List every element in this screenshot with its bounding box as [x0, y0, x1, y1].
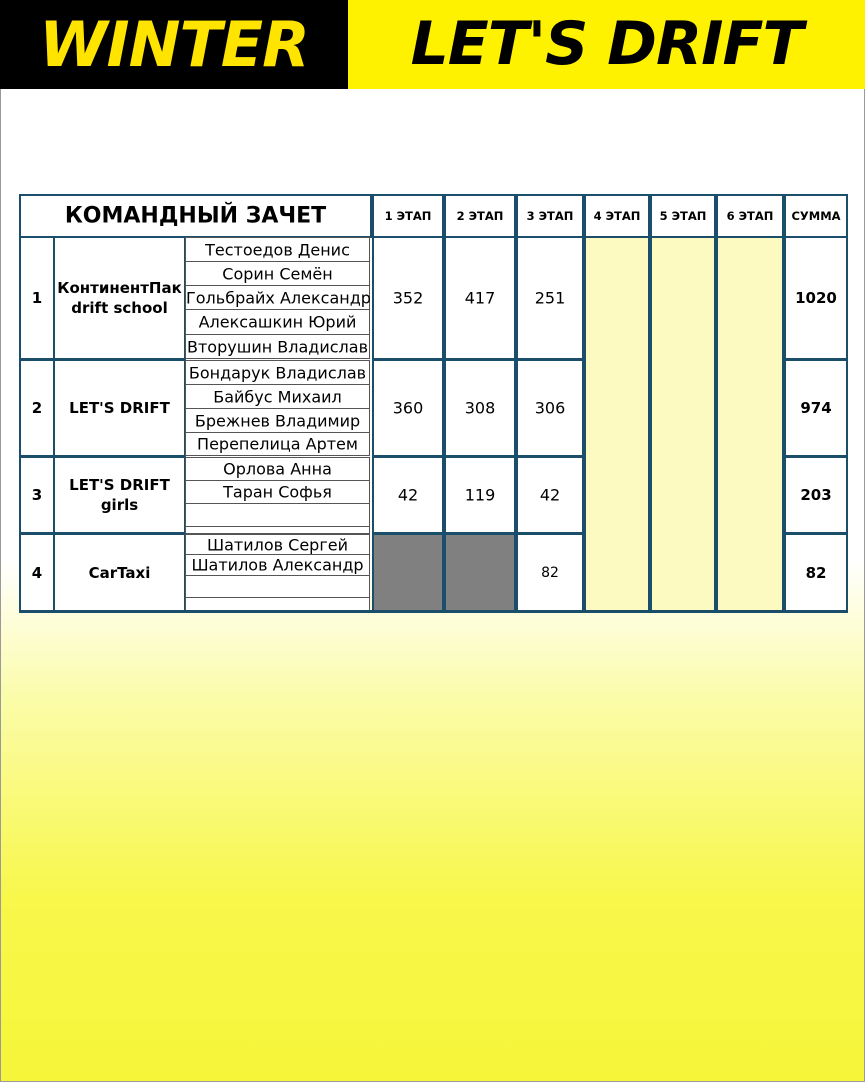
team-1-driver-1-name: Тестоедов Денис	[205, 240, 350, 259]
team-3-stage-1	[372, 456, 444, 534]
team-1-stage-1-score: 352	[392, 288, 424, 308]
header-stage-1-label: 1 ЭТАП	[384, 209, 432, 223]
team-2-name-line-1: LET'S DRIFT	[69, 399, 170, 417]
team-2-driver-1	[185, 360, 370, 385]
team-3-stage-2-score: 119	[464, 485, 496, 505]
team-3-name-cell	[53, 456, 186, 534]
team-3-driver-2-name: Таран Софья	[223, 482, 332, 502]
team-1-driver-3-name: Гольбрайх Александр	[186, 288, 371, 307]
team-3-driver-1	[185, 457, 370, 481]
header-stage-2	[444, 194, 516, 238]
team-4-name-line-1: CarTaxi	[88, 563, 151, 582]
team-2-driver-4	[185, 432, 370, 456]
team-1-driver-4	[185, 309, 370, 335]
table-title: КОМАНДНЫЙ ЗАЧЕТ	[64, 203, 327, 229]
team-2-total: 974	[800, 399, 832, 417]
header-stage-4	[584, 194, 650, 238]
team-2-driver-2	[185, 384, 370, 409]
team-3-name	[55, 475, 184, 515]
team-1-name-line-2: drift school	[71, 299, 168, 317]
team-3-stage-3	[516, 456, 584, 534]
header-sum-label: СУММА	[791, 209, 841, 223]
header-stage-3	[516, 194, 584, 238]
team-3-driver-4	[185, 526, 370, 534]
team-1-total-cell	[784, 236, 848, 360]
banner-winter-text: WINTER	[0, 0, 348, 89]
stage-4-column	[584, 236, 650, 612]
team-1-stage-2	[444, 236, 516, 360]
team-3-total-cell	[784, 456, 848, 534]
team-2-stage-1-score: 360	[392, 398, 424, 418]
team-1-total: 1020	[795, 289, 837, 307]
team-2-driver-4-name: Перепелица Артем	[197, 434, 358, 454]
team-1-driver-2-name: Сорин Семён	[222, 264, 333, 283]
team-1-name	[55, 278, 184, 318]
team-4-name-cell	[53, 533, 186, 612]
team-4-driver-2-name: Шатилов Александр	[191, 555, 364, 575]
team-4-driver-1	[185, 534, 370, 555]
team-1-driver-4-name: Алексашкин Юрий	[198, 312, 357, 332]
team-4-stage-1-not-participated	[372, 533, 444, 612]
team-1-stage-3	[516, 236, 584, 360]
team-4-stage-3-score: 82	[541, 564, 559, 581]
team-2-rank: 2	[31, 399, 43, 417]
team-4-total: 82	[805, 563, 827, 582]
team-4-rank: 4	[31, 563, 43, 582]
team-4-driver-4	[185, 597, 370, 611]
team-1-stage-3-score: 251	[534, 288, 566, 308]
team-3-name-line-1: LET'S DRIFT	[69, 476, 170, 494]
stage-6-column	[716, 236, 784, 612]
team-3-total: 203	[800, 486, 832, 504]
team-1-rank-cell	[19, 236, 55, 360]
team-1-driver-1	[185, 237, 370, 262]
team-3-name-line-2: girls	[100, 496, 139, 514]
team-1-driver-3	[185, 285, 370, 310]
team-3-stage-1-score: 42	[397, 485, 419, 505]
team-2-stage-3	[516, 359, 584, 457]
team-4-driver-2	[185, 554, 370, 576]
team-1-rank: 1	[31, 289, 43, 307]
team-3-driver-3	[185, 503, 370, 527]
team-1-driver-2	[185, 261, 370, 286]
header-stage-5-label: 5 ЭТАП	[659, 209, 707, 223]
team-1-stage-1	[372, 236, 444, 360]
team-1-driver-5	[185, 334, 370, 359]
header-stage-1	[372, 194, 444, 238]
stage-5-column	[650, 236, 716, 612]
header-stage-6	[716, 194, 784, 238]
header-stage-5	[650, 194, 716, 238]
header-stage-4-label: 4 ЭТАП	[593, 209, 641, 223]
team-4-stage-3	[516, 533, 584, 612]
team-2-name	[55, 398, 184, 418]
header-stage-6-label: 6 ЭТАП	[726, 209, 774, 223]
header-sum	[784, 194, 848, 238]
team-1-name-cell	[53, 236, 186, 360]
header-stage-2-label: 2 ЭТАП	[456, 209, 504, 223]
team-3-rank-cell	[19, 456, 55, 534]
team-4-driver-3	[185, 575, 370, 598]
team-4-driver-1-name: Шатилов Сергей	[207, 535, 348, 554]
team-3-stage-3-score: 42	[539, 485, 561, 505]
header-banner	[0, 0, 865, 89]
team-2-name-cell	[53, 359, 186, 457]
header-stage-3-label: 3 ЭТАП	[526, 209, 574, 223]
team-2-rank-cell	[19, 359, 55, 457]
table-title-cell	[19, 194, 372, 238]
team-1-driver-5-name: Вторушин Владислав	[186, 337, 369, 356]
team-2-driver-2-name: Байбус Михаил	[213, 387, 342, 406]
team-1-stage-2-score: 417	[464, 288, 496, 308]
team-4-total-cell	[784, 533, 848, 612]
team-4-rank-cell	[19, 533, 55, 612]
team-1-name-line-1: КонтинентПак	[57, 279, 182, 297]
team-4-stage-2-not-participated	[444, 533, 516, 612]
team-4-name	[55, 563, 184, 583]
team-2-stage-2	[444, 359, 516, 457]
team-2-total-cell	[784, 359, 848, 457]
team-2-driver-3	[185, 408, 370, 433]
team-2-driver-3-name: Брежнев Владимир	[194, 411, 361, 430]
team-2-driver-1-name: Бондарук Владислав	[188, 363, 367, 382]
team-3-stage-2	[444, 456, 516, 534]
team-3-rank: 3	[31, 486, 43, 504]
team-2-stage-1	[372, 359, 444, 457]
team-3-driver-1-name: Орлова Анна	[223, 459, 332, 479]
banner-lets-drift-text: LET'S DRIFT	[348, 0, 865, 89]
team-3-driver-2	[185, 480, 370, 504]
team-2-stage-2-score: 308	[464, 398, 496, 418]
team-2-stage-3-score: 306	[534, 398, 566, 418]
